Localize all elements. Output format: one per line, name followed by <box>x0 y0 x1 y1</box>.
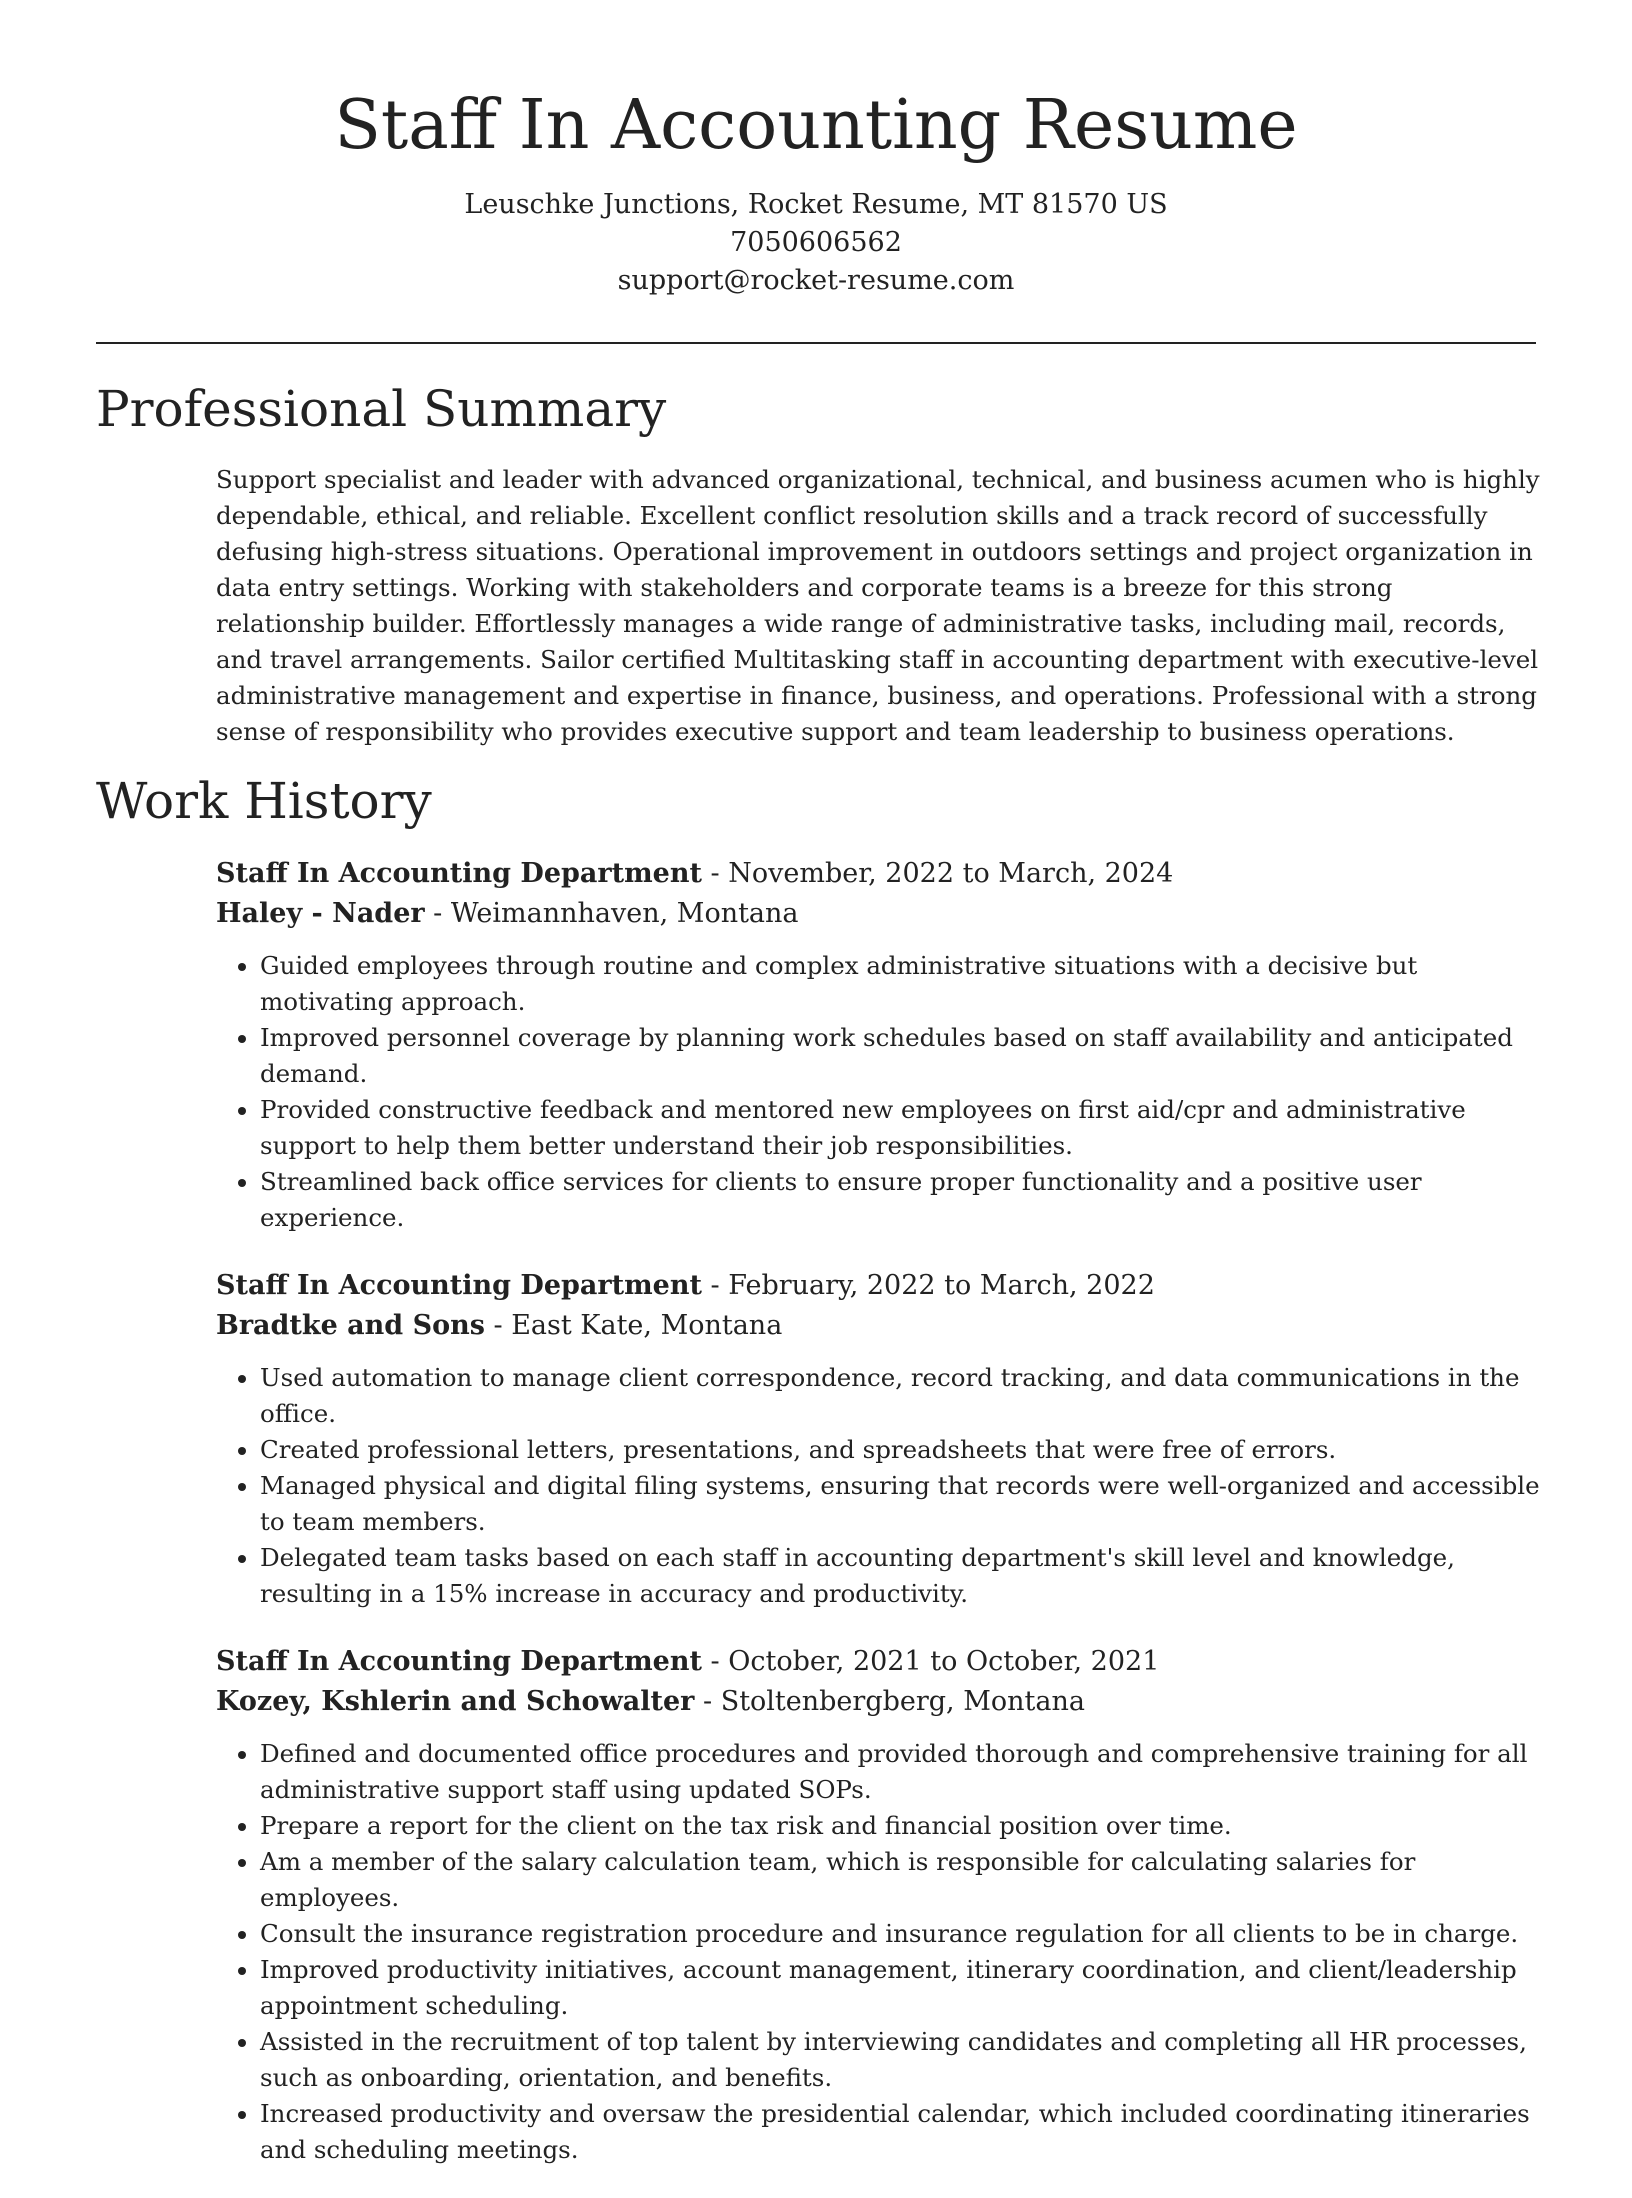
job-title-line <box>216 1642 1546 1682</box>
job-position: Staff In Accounting Department <box>216 1270 702 1301</box>
job-company: Haley - Nader <box>216 898 425 929</box>
contact-address: Leuschke Junctions, Rocket Resume, MT 81570 US <box>464 189 1168 220</box>
job-dates: - February, 2022 to March, 2022 <box>701 1270 1155 1301</box>
job-location: - East Kate, Montana <box>484 1310 783 1341</box>
job-company-line <box>216 894 1546 934</box>
job-bullet: • Increased productivity and oversaw the presidential calendar, which included coordinating itineraries and scheduling meetings. <box>260 2096 1546 2168</box>
contact-phone: 7050606562 <box>730 227 902 258</box>
summary-heading: Professional Summary <box>96 380 667 438</box>
job-title-line <box>216 1266 1546 1306</box>
job-company: Kozey, Kshlerin and Schowalter <box>216 1686 695 1717</box>
job-company-line <box>216 1306 1546 1346</box>
job-bullet-list <box>216 1360 1546 1612</box>
job-location: - Weimannhaven, Montana <box>424 898 799 929</box>
contact-email: support@rocket-resume.com <box>617 265 1015 296</box>
job-entry <box>216 854 1546 1236</box>
job-bullet: • Delegated team tasks based on each staff in accounting department's skill level and knowledge, resulting in a 15% increase in accuracy and productivity. <box>260 1540 1546 1612</box>
job-bullet-list <box>216 948 1546 1236</box>
job-title-line <box>216 854 1546 894</box>
job-dates: - October, 2021 to October, 2021 <box>701 1646 1160 1677</box>
job-bullet: • Defined and documented office procedures and provided thorough and comprehensive training for all administrative support staff using updated SOPs. <box>260 1736 1546 1808</box>
resume-title: Staff In Accounting Resume <box>334 86 1298 165</box>
job-bullet: • Assisted in the recruitment of top talent by interviewing candidates and completing all HR processes, such as onboarding, orientation, and benefits. <box>260 2024 1546 2096</box>
job-entry <box>216 1642 1546 2168</box>
job-bullet: • Consult the insurance registration procedure and insurance regulation for all clients to be in charge. <box>260 1916 1546 1952</box>
job-bullet: • Improved productivity initiatives, account management, itinerary coordination, and client/leadership appointment scheduling. <box>260 1952 1546 2024</box>
job-company: Bradtke and Sons <box>216 1310 485 1341</box>
job-entry <box>216 1266 1546 1612</box>
work-history-heading: Work History <box>96 772 432 830</box>
job-dates: - November, 2022 to March, 2024 <box>701 858 1174 889</box>
header-divider <box>96 342 1536 344</box>
job-position: Staff In Accounting Department <box>216 858 702 889</box>
job-bullet: • Used automation to manage client correspondence, record tracking, and data communications in the office. <box>260 1360 1546 1432</box>
job-bullet: • Streamlined back office services for clients to ensure proper functionality and a positive user experience. <box>260 1164 1546 1236</box>
job-bullet: • Managed physical and digital filing systems, ensuring that records were well-organized and accessible to team members. <box>260 1468 1546 1540</box>
resume-header <box>96 80 1536 300</box>
job-bullet: • Prepare a report for the client on the tax risk and financial position over time. <box>260 1808 1546 1844</box>
job-bullet: • Provided constructive feedback and mentored new employees on first aid/cpr and administrative support to help them better understand their job responsibilities. <box>260 1092 1546 1164</box>
job-bullet: • Guided employees through routine and complex administrative situations with a decisive but motivating approach. <box>260 948 1546 1020</box>
job-bullet: • Am a member of the salary calculation team, which is responsible for calculating salaries for employees. <box>260 1844 1546 1916</box>
job-company-line <box>216 1682 1546 1722</box>
job-bullet: • Created professional letters, presentations, and spreadsheets that were free of errors. <box>260 1432 1546 1468</box>
job-list <box>216 854 1546 2198</box>
job-bullet: • Improved personnel coverage by planning work schedules based on staff availability and anticipated demand. <box>260 1020 1546 1092</box>
job-position: Staff In Accounting Department <box>216 1646 702 1677</box>
job-location: - Stoltenbergberg, Montana <box>694 1686 1085 1717</box>
job-bullet-list <box>216 1736 1546 2168</box>
summary-text: Support specialist and leader with advanced organizational, technical, and business acumen who is highly dependable, ethical, and reliable. Excellent conflict resolution skills and a track record of successfully defusing high-stress situations. Operational improvement in outdoors settings and project organization in data entry settings. Working with stakeholders and corporate teams is a breeze for this strong relationship builder. Effortlessly manages a wide range of administrative tasks, including mail, records, and travel arrangements. Sailor certified Multitasking staff in accounting department with executive-level administrative management and expertise in finance, business, and operations. Professional with a strong sense of responsibility who provides executive support and team leadership to business operations. <box>216 465 1540 746</box>
